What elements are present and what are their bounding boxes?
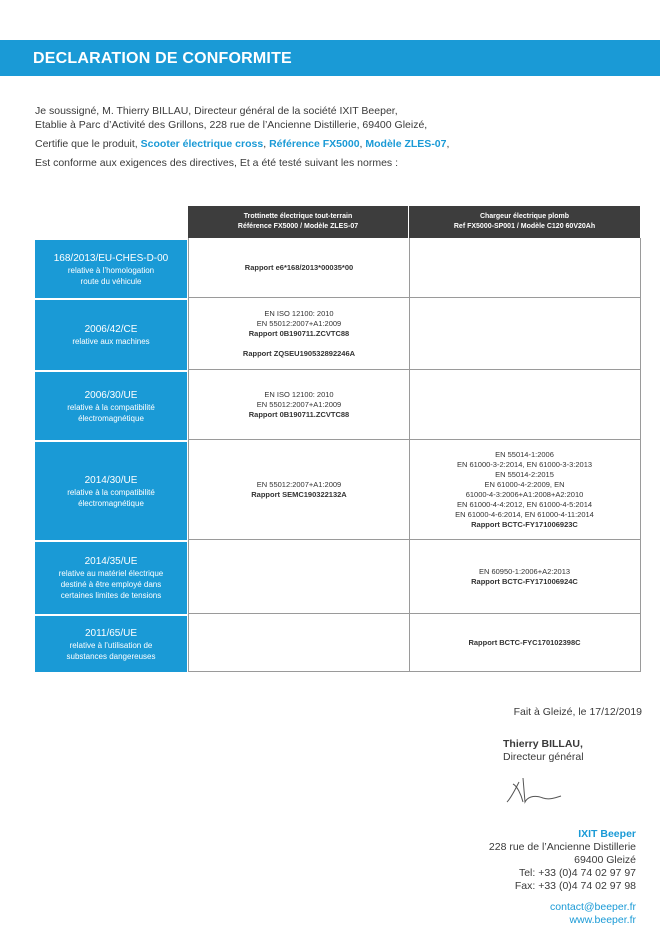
- column-header-scooter: [188, 206, 408, 238]
- standard-reference: EN 61000-3-2:2014, EN 61000-3-3:2013: [456, 459, 593, 469]
- signatory: [503, 738, 584, 764]
- address-street: 228 rue de l’Ancienne Distillerie: [488, 841, 636, 853]
- standard-reference: EN ISO 12100: 2010: [264, 308, 334, 318]
- standard-reference: EN 60950-1:2006+A2:2013: [478, 566, 571, 576]
- directive-code: 168/2013/EU-CHES-D-00: [53, 252, 169, 264]
- report-reference: Rapport BCTC-FYC170102398C: [468, 637, 581, 647]
- charger-standards-cell: [409, 540, 641, 614]
- intro-line-3-prefix: Certifie que le produit,: [35, 138, 141, 150]
- directive-label: [35, 372, 187, 440]
- report-reference: Rapport SEMC190322132A: [251, 489, 347, 499]
- report-reference: Rapport 0B190711.ZCVTC88: [248, 409, 350, 419]
- scooter-standards-cell: [188, 370, 410, 440]
- directive-code: 2014/30/UE: [84, 474, 138, 486]
- column-header-line: Référence FX5000 / Modèle ZLES-07: [237, 223, 359, 230]
- report-reference: Rapport e6*168/2013*00035*00: [244, 262, 354, 272]
- directive-code: 2006/30/UE: [84, 389, 138, 401]
- address-city: 69400 Gleizé: [574, 854, 636, 866]
- standard-reference: EN 55012:2007+A1:2009: [256, 479, 342, 489]
- separator: ,: [359, 138, 366, 150]
- place-date: Fait à Gleizé, le 17/12/2019: [513, 706, 642, 718]
- directive-description: relative à l’homologation: [67, 265, 155, 275]
- charger-standards-cell: [409, 298, 641, 370]
- email-link[interactable]: contact@beeper.fr: [550, 901, 636, 913]
- standard-reference: EN 61000-4-4:2012, EN 61000-4-5:2014: [456, 499, 593, 509]
- charger-standards-cell: [409, 614, 641, 672]
- directive-description: certaines limites de tensions: [60, 591, 162, 600]
- column-header-charger: [409, 206, 640, 238]
- charger-standards-cell: [409, 370, 641, 440]
- directive-description: relative au matériel électrique: [58, 569, 164, 578]
- directive-description: substances dangereuses: [66, 651, 156, 661]
- report-reference: Rapport ZQSEU190532892246A: [242, 348, 356, 358]
- directive-description: électromagnétique: [78, 413, 144, 423]
- standard-reference: EN 61000-4-2:2009, EN: [484, 479, 565, 489]
- company-address: [489, 828, 636, 927]
- phone-number: Tel: +33 (0)4 74 02 97 97: [518, 867, 636, 879]
- scooter-standards-cell: [188, 298, 410, 370]
- directive-code: 2014/35/UE: [84, 556, 138, 567]
- intro-line-3: [35, 137, 635, 151]
- product-name: Scooter électrique cross: [140, 138, 264, 150]
- directive-label: [35, 240, 187, 298]
- directive-description: relative à la compatibilité: [67, 402, 155, 412]
- directive-label: [35, 616, 187, 672]
- directive-code: 2006/42/CE: [84, 324, 138, 335]
- standard-reference: EN 55012:2007+A1:2009: [256, 399, 342, 409]
- page-title: DECLARATION DE CONFORMITE: [33, 50, 292, 67]
- scooter-standards-cell: [188, 614, 410, 672]
- report-reference: Rapport BCTC-FY171006923C: [471, 519, 578, 529]
- directive-description: relative à l’utilisation de: [69, 640, 153, 650]
- standard-reference: EN 61000-4-6:2014, EN 61000-4-11:2014: [455, 509, 594, 519]
- directive-description: relative aux machines: [72, 337, 150, 346]
- title-banner: [0, 40, 660, 76]
- standard-reference: 61000-4-3:2006+A1:2008+A2:2010: [465, 489, 584, 499]
- product-model: Modèle ZLES-07: [365, 138, 447, 150]
- standard-reference: [189, 339, 409, 349]
- intro-line-2: Etablie à Parc d’Activité des Grillons, 228 rue de l’Ancienne Distillerie, 69400 Gleizé,: [35, 119, 428, 131]
- product-reference: Référence FX5000: [269, 138, 360, 150]
- standard-reference: EN 55012:2007+A1:2009: [256, 318, 342, 328]
- charger-standards-cell: [409, 440, 641, 540]
- directive-code: 2011/65/UE: [84, 627, 138, 639]
- intro-line-1: Je soussigné, M. Thierry BILLAU, Directeur général de la société IXIT Beeper,: [35, 105, 398, 117]
- report-reference: Rapport 0B190711.ZCVTC88: [248, 328, 350, 338]
- directive-label: [35, 542, 187, 614]
- separator: ,: [263, 138, 270, 150]
- company-name: IXIT Beeper: [578, 828, 636, 840]
- scooter-standards-cell: [188, 238, 410, 298]
- line-3-suffix: ,: [446, 138, 450, 150]
- directive-description: électromagnétique: [78, 498, 144, 508]
- standard-reference: EN 55014-2:2015: [495, 469, 554, 479]
- column-header-line: Chargeur électrique plomb: [479, 213, 570, 220]
- scooter-standards-cell: [188, 440, 410, 540]
- handwritten-signature: [503, 772, 563, 808]
- standard-reference: EN 55014-1:2006: [495, 449, 554, 459]
- report-reference: Rapport BCTC-FY171006924C: [471, 576, 578, 586]
- scooter-standards-cell: [188, 540, 410, 614]
- intro-line-4: Est conforme aux exigences des directives, Et a été testé suivant les normes :: [35, 157, 399, 169]
- directive-description: route du véhicule: [80, 276, 142, 286]
- standard-reference: EN ISO 12100: 2010: [264, 389, 334, 399]
- website-link[interactable]: www.beeper.fr: [569, 914, 636, 926]
- directive-description: relative à la compatibilité: [67, 487, 155, 497]
- signatory-name: Thierry BILLAU,: [503, 738, 583, 750]
- signatory-role: Directeur général: [503, 751, 584, 763]
- directive-description: destiné à être employé dans: [60, 580, 162, 589]
- fax-number: Fax: +33 (0)4 74 02 97 98: [514, 880, 636, 892]
- column-header-line: Ref FX5000-SP001 / Modèle C120 60V20Ah: [453, 223, 596, 230]
- charger-standards-cell: [409, 238, 641, 298]
- directive-label: [35, 442, 187, 540]
- directive-label: [35, 300, 187, 370]
- column-header-line: Trottinette électrique tout-terrain: [243, 213, 353, 220]
- intro-text: [35, 104, 635, 170]
